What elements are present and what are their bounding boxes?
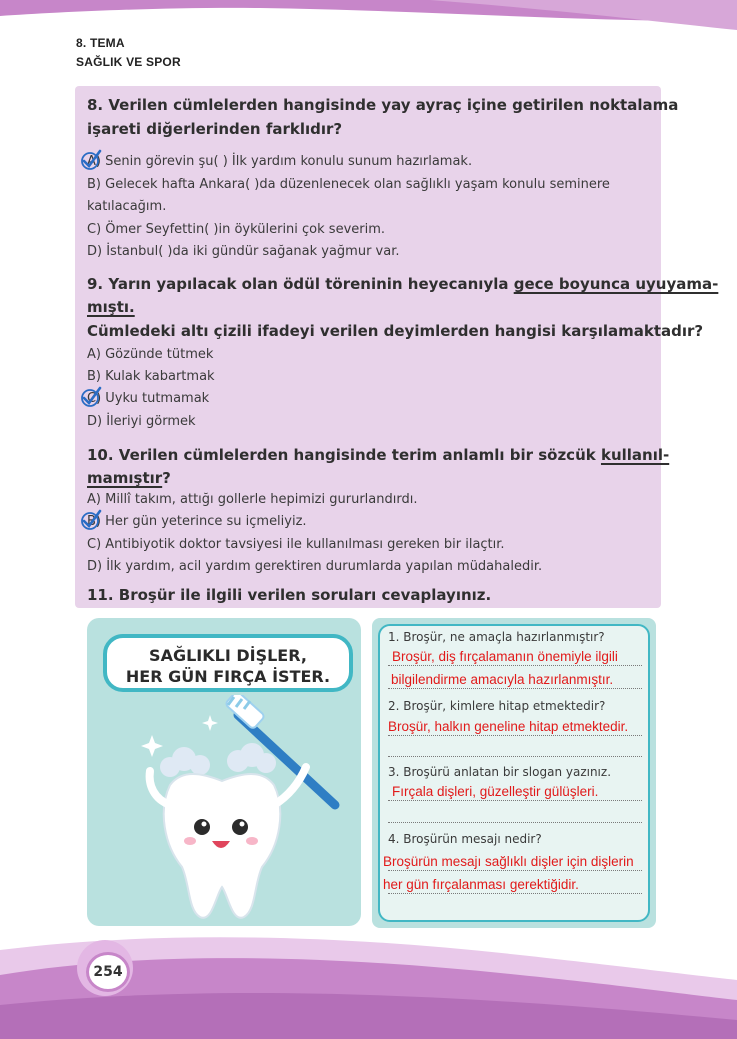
q8-stem-1: 8. Verilen cümlelerden hangisinde yay ayraç içine getirilen noktalama <box>87 96 679 114</box>
page-number: 254 <box>86 952 130 992</box>
q10-stem-1 <box>87 446 669 464</box>
answer-1-line-1[interactable]: Broşür, diş fırçalamanın önemiyle ilgili <box>392 649 618 664</box>
q9-underlined-2: mıştı. <box>87 298 135 316</box>
check-mark-icon <box>80 149 102 171</box>
q10-stem-1-text: 10. Verilen cümlelerden hangisinde terim anlamlı bir sözcük <box>87 446 601 464</box>
answer-line <box>388 756 642 757</box>
q10-option-a[interactable]: A) Millî takım, attığı gollerle hepimizi gururlandırdı. <box>87 492 418 507</box>
answer-line <box>388 735 642 736</box>
theme-label: 8. TEMA <box>76 36 125 50</box>
q10-stem-2 <box>87 469 171 487</box>
answer-3-line-1[interactable]: Fırçala dişleri, güzelleştir gülüşleri. <box>392 784 599 799</box>
answer-line <box>388 870 642 871</box>
brochure-question-4: 4. Broşürün mesajı nedir? <box>388 832 542 846</box>
q10-underlined-1: kullanıl- <box>600 446 670 464</box>
theme-subtitle: SAĞLIK VE SPOR <box>76 55 181 69</box>
q8-stem-2: işareti diğerlerinden farklıdır? <box>87 120 343 138</box>
q9-option-b[interactable]: B) Kulak kabartmak <box>87 369 215 384</box>
answer-line <box>388 822 642 823</box>
q8-option-b-1[interactable]: B) Gelecek hafta Ankara( )da düzenlenecek olan sağlıklı yaşam konulu seminere <box>87 177 610 192</box>
answer-1-line-2[interactable]: bilgilendirme amacıyla hazırlanmıştır. <box>391 672 614 687</box>
tooth-illustration <box>130 695 360 925</box>
q9-stem-1-text: 9. Yarın yapılacak olan ödül töreninin heyecanıyla <box>87 275 514 293</box>
q9-option-a[interactable]: A) Gözünde tütmek <box>87 347 214 362</box>
q9-stem-3: Cümledeki altı çizili ifadeyi verilen deyimlerden hangisi karşılamaktadır? <box>87 322 704 340</box>
q10-underlined-2: mamıştır <box>87 469 163 487</box>
q9-underlined-1: gece boyunca uyuyama- <box>513 275 719 293</box>
q8-option-a[interactable]: A) Senin görevin şu( ) İlk yardım konulu sunum hazırlamak. <box>87 154 473 169</box>
answer-line <box>388 665 642 666</box>
q8-option-d[interactable]: D) İstanbul( )da iki gündür sağanak yağmur var. <box>87 244 400 259</box>
answer-2-line-1[interactable]: Broşür, halkın geneline hitap etmektedir. <box>388 719 629 734</box>
q11-stem: 11. Broşür ile ilgili verilen soruları cevaplayınız. <box>87 586 492 604</box>
brochure-question-1: 1. Broşür, ne amaçla hazırlanmıştır? <box>388 630 605 644</box>
brochure-question-2: 2. Broşür, kimlere hitap etmektedir? <box>388 699 606 713</box>
answer-line <box>388 800 642 801</box>
q8-option-c[interactable]: C) Ömer Seyfettin( )in öykülerini çok severim. <box>87 222 386 237</box>
brochure-slogan-line-2: HER GÜN FIRÇA İSTER. <box>125 667 331 686</box>
q9-option-c[interactable]: C) Uyku tutmamak <box>87 391 210 406</box>
q10-question-mark: ? <box>162 469 171 487</box>
q9-option-d[interactable]: D) İleriyi görmek <box>87 414 196 429</box>
q10-option-d[interactable]: D) İlk yardım, acil yardım gerektiren durumlarda yapılan müdahaledir. <box>87 559 543 574</box>
brochure-question-3: 3. Broşürü anlatan bir slogan yazınız. <box>388 765 612 779</box>
answer-line <box>388 688 642 689</box>
answer-4-line-1[interactable]: Broşürün mesajı sağlıklı dişler için dişlerin <box>383 854 634 869</box>
brochure-slogan <box>103 634 353 692</box>
q10-option-c[interactable]: C) Antibiyotik doktor tavsiyesi ile kullanılması gereken bir ilaçtır. <box>87 537 505 552</box>
q9-stem-2 <box>87 298 135 316</box>
answer-4-line-2[interactable]: her gün fırçalanması gerektiğidir. <box>383 877 579 892</box>
q10-option-b[interactable]: B) Her gün yeterince su içmeliyiz. <box>87 514 307 529</box>
q9-stem-1 <box>87 275 718 293</box>
check-mark-icon <box>80 509 102 531</box>
check-mark-icon <box>80 386 102 408</box>
brochure-slogan-line-1: SAĞLIKLI DİŞLER, <box>149 646 307 665</box>
q8-option-b-2[interactable]: katılacağım. <box>87 199 167 214</box>
foam-bubbles-icon <box>160 743 276 777</box>
answer-line <box>388 893 642 894</box>
